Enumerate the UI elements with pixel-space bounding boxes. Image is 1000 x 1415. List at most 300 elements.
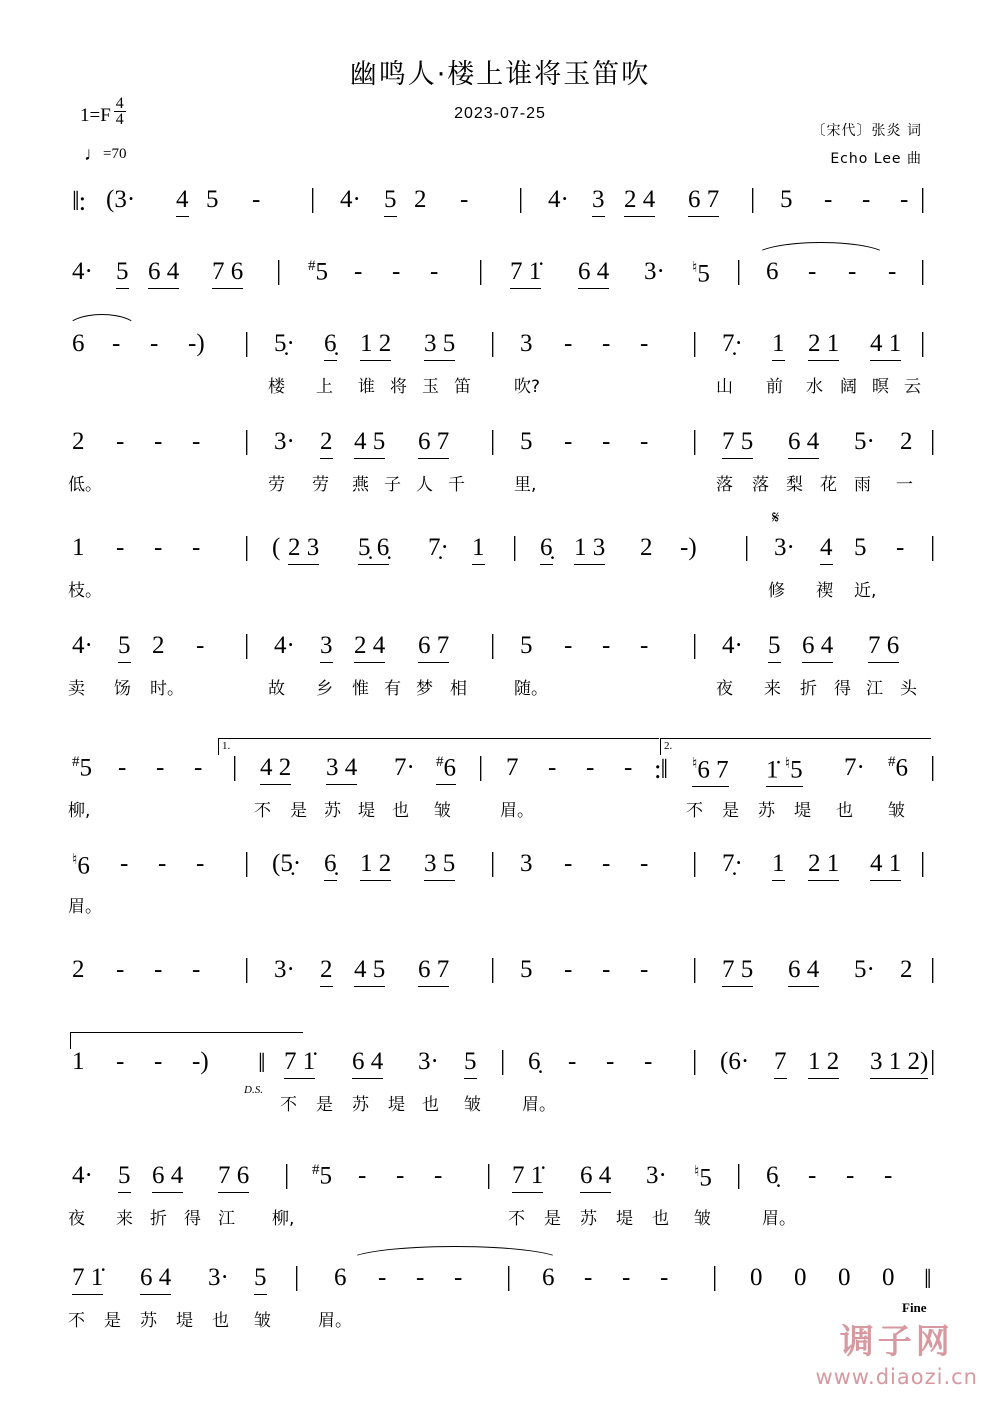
barline: | — [276, 255, 282, 285]
barline: | — [736, 1159, 742, 1189]
barline: | — [490, 953, 496, 983]
note: - — [848, 258, 857, 285]
note: - — [602, 330, 611, 357]
note: 7 6 — [868, 632, 899, 663]
note: 6 — [766, 258, 779, 285]
note: - — [158, 850, 167, 877]
barline: | — [712, 1261, 718, 1291]
lyric-syllable: 江 — [218, 1209, 235, 1229]
lyric-syllable: 上 — [316, 377, 333, 397]
lyric-syllable: 来 — [116, 1209, 133, 1229]
note: 3· — [274, 428, 295, 455]
note: 7̣· — [722, 850, 743, 877]
lyric-syllable: 也 — [836, 801, 853, 821]
note: 5 — [116, 258, 129, 289]
note: 3 4 — [326, 754, 357, 785]
note: - — [252, 186, 261, 213]
note: - — [640, 428, 649, 455]
note: - — [116, 1048, 125, 1075]
note: 7 1̇ — [510, 258, 541, 289]
note: 6̣ — [766, 1162, 779, 1189]
note: 7· — [394, 754, 415, 781]
barline: | — [750, 183, 756, 213]
note: - — [640, 330, 649, 357]
system-8-notes — [72, 846, 932, 892]
note: 1 — [772, 330, 785, 361]
second-ending-label: 2. — [664, 740, 673, 752]
note: ♮5 — [694, 1164, 712, 1192]
note: ( — [272, 534, 281, 561]
lyric-syllable: 眉。 — [762, 1209, 796, 1229]
note: - — [358, 1162, 367, 1189]
system-2-notes — [72, 254, 932, 300]
key-signature — [80, 96, 126, 127]
note: 6 4 — [152, 1162, 183, 1193]
note: 6 4 — [148, 258, 179, 289]
note: - — [884, 1162, 893, 1189]
note: 1 2 — [808, 1048, 839, 1079]
lyric-syllable: 堤 — [616, 1209, 633, 1229]
lyric-syllable: 禊 — [816, 581, 833, 601]
note: - — [564, 330, 573, 357]
note: 6 — [72, 330, 85, 357]
lyric-syllable: 枝。 — [68, 581, 102, 601]
first-ending-label: 1. — [222, 740, 231, 752]
lyric-syllable: 折 — [800, 679, 817, 699]
note: 4 — [820, 534, 833, 565]
note: 6 4 — [580, 1162, 611, 1193]
lyric-syllable: 皱 — [464, 1095, 481, 1115]
note: - — [548, 754, 557, 781]
system-10-notes — [72, 1044, 936, 1096]
note: 6 4 — [802, 632, 833, 663]
note: 4 1 — [870, 850, 901, 881]
barline: | — [244, 847, 250, 877]
system-11-lyrics — [68, 1204, 932, 1238]
note: - — [900, 186, 909, 213]
note: 7 5 — [722, 428, 753, 459]
repeat-start-icon: ‖: — [72, 186, 86, 216]
note: 6̣ — [324, 330, 337, 361]
time-signature-numerator: 4 — [115, 95, 124, 112]
note: 4 2 — [260, 754, 291, 785]
lyric-syllable: 苏 — [324, 801, 341, 821]
repeat-end-icon: :‖ — [654, 754, 668, 784]
lyric-syllable: 苏 — [140, 1311, 157, 1331]
barline: | — [692, 1045, 698, 1075]
barline: | — [692, 425, 698, 455]
barline: | — [692, 847, 698, 877]
note: 6̣ — [324, 850, 337, 881]
lyric-syllable: 折 — [150, 1209, 167, 1229]
note: 6 — [542, 1264, 555, 1291]
system-8-lyrics — [68, 892, 932, 926]
lyric-syllable: 劳 — [268, 475, 285, 495]
lyric-syllable: 苏 — [580, 1209, 597, 1229]
barline: | — [920, 327, 926, 357]
lyric-syllable: 皱 — [888, 801, 905, 821]
note: - — [196, 632, 205, 659]
lyric-syllable: 落 — [716, 475, 733, 495]
note: 2 — [414, 186, 427, 213]
barline: | — [512, 531, 518, 561]
system-11-notes — [72, 1158, 932, 1204]
lyric-syllable: 得 — [834, 679, 851, 699]
lyric-syllable: 燕 — [352, 475, 369, 495]
lyric-syllable: 皱 — [254, 1311, 271, 1331]
note: 4· — [548, 186, 569, 213]
lyric-syllable: 眉。 — [318, 1311, 352, 1331]
lyric-syllable: 是 — [722, 801, 739, 821]
system-12-notes — [72, 1260, 932, 1315]
note: 5 — [206, 186, 219, 213]
system-9-notes — [72, 952, 936, 998]
note: 6 4 — [788, 428, 819, 459]
note: 1 — [472, 534, 485, 565]
barline: | — [744, 531, 750, 561]
note: - — [192, 956, 201, 983]
lyric-syllable: 夜 — [716, 679, 733, 699]
note: 4· — [722, 632, 743, 659]
note: - — [896, 534, 905, 561]
final-barline-icon: ‖ — [924, 1264, 931, 1294]
lyric-syllable: 堤 — [358, 801, 375, 821]
barline: | — [284, 1159, 290, 1189]
note: 6̣ — [528, 1048, 541, 1075]
ds-marking: D.S. — [244, 1084, 263, 1096]
note: 5 — [118, 632, 131, 663]
note: 1 3 — [574, 534, 605, 565]
system-3-lyrics — [72, 372, 932, 406]
barline: | — [692, 953, 698, 983]
barline: | — [232, 751, 238, 781]
note: 6 7 — [688, 186, 719, 217]
note: - — [150, 330, 159, 357]
lyric-syllable: 落 — [752, 475, 769, 495]
barline: | — [478, 255, 484, 285]
lyric-syllable: 是 — [544, 1209, 561, 1229]
note: 3· — [208, 1264, 229, 1291]
note: - — [644, 1048, 653, 1075]
lyric-syllable: 梨 — [786, 475, 803, 495]
note: 7 1̇ — [512, 1162, 543, 1193]
tempo-marking — [84, 144, 126, 166]
note: 3· — [274, 956, 295, 983]
note: #5 — [308, 258, 328, 286]
note: (6· — [720, 1048, 750, 1075]
note: - — [396, 1162, 405, 1189]
note: 7· — [844, 754, 865, 781]
lyric-syllable: 谁 — [358, 377, 375, 397]
lyric-syllable: 也 — [652, 1209, 669, 1229]
lyric-syllable: 不 — [254, 801, 271, 821]
lyric-syllable: 柳, — [68, 801, 91, 821]
note: - — [602, 428, 611, 455]
lyric-syllable: 堤 — [794, 801, 811, 821]
system-6-notes — [72, 628, 932, 674]
note: 1 — [772, 850, 785, 881]
note: 1̇ ♮5 — [766, 754, 803, 787]
lyric-syllable: 故 — [268, 679, 285, 699]
note: 3 — [592, 186, 605, 217]
lyric-syllable: 楼 — [268, 377, 285, 397]
note: 7 6 — [218, 1162, 249, 1193]
note: (3· — [106, 186, 136, 213]
system-10-lyrics — [72, 1090, 932, 1124]
lyric-syllable: 卖 — [68, 679, 85, 699]
note: - — [564, 632, 573, 659]
system-5-lyrics — [68, 576, 932, 610]
lyric-syllable: 柳, — [272, 1209, 295, 1229]
lyric-syllable: 眉。 — [68, 897, 102, 917]
note: 6 4 — [140, 1264, 171, 1295]
note: - — [564, 850, 573, 877]
system-5-notes — [72, 508, 936, 576]
lyric-syllable: 一 — [896, 475, 913, 495]
note: 6 7 — [418, 956, 449, 987]
barline: | — [506, 1261, 512, 1291]
note: ♮6 — [72, 852, 90, 880]
note: - — [154, 534, 163, 561]
note: 5̣ 6̣ — [358, 534, 389, 565]
barline: | — [478, 751, 484, 781]
system-9 — [72, 952, 936, 1044]
note: 3 — [520, 330, 533, 357]
note: - — [154, 428, 163, 455]
tempo-value: =70 — [103, 146, 127, 162]
barline: | — [310, 183, 316, 213]
lyric-syllable: 堤 — [176, 1311, 193, 1331]
lyric-syllable: 近, — [854, 581, 877, 601]
lyric-syllable: 有 — [384, 679, 401, 699]
note: - — [192, 534, 201, 561]
lyric-syllable: 相 — [450, 679, 467, 699]
lyric-syllable: 饧 — [114, 679, 131, 699]
lyric-syllable: 随。 — [514, 679, 548, 699]
note: 2 — [900, 956, 913, 983]
note: - — [116, 534, 125, 561]
note: - — [392, 258, 401, 285]
note: - — [416, 1264, 425, 1291]
note: 2 — [72, 428, 85, 455]
system-8 — [68, 846, 932, 938]
note: - — [460, 186, 469, 213]
note: 5 — [854, 534, 867, 561]
barline: | — [490, 847, 496, 877]
note: 1 — [72, 534, 85, 561]
note: - — [846, 1162, 855, 1189]
lyric-syllable: 眉。 — [500, 801, 534, 821]
barline: | — [294, 1261, 300, 1291]
note: - — [378, 1264, 387, 1291]
lyric-syllable: 是 — [104, 1311, 121, 1331]
barline: | — [486, 1159, 492, 1189]
time-signature — [114, 96, 126, 127]
note: - — [194, 754, 203, 781]
lyric-syllable: 千 — [448, 475, 465, 495]
note: - — [602, 632, 611, 659]
page-title: 幽鸣人·楼上谁将玉笛吹 — [349, 59, 651, 90]
system-3 — [72, 326, 932, 418]
note: 1 2 — [360, 330, 391, 361]
lyric-syllable: 不 — [686, 801, 703, 821]
note: - — [624, 754, 633, 781]
watermark-site-url: www.diaozi.cn — [815, 1365, 978, 1389]
system-12 — [68, 1260, 932, 1352]
time-signature-denominator: 4 — [115, 111, 124, 129]
note: 2 4 — [354, 632, 385, 663]
barline: | — [490, 629, 496, 659]
lyric-syllable: 不 — [68, 1311, 85, 1331]
lyric-syllable: 水 — [806, 377, 823, 397]
lyric-syllable: 花 — [820, 475, 837, 495]
lyric-syllable: 是 — [316, 1095, 333, 1115]
note: - — [602, 850, 611, 877]
barline: | — [920, 183, 926, 213]
note: 2 3 — [288, 534, 319, 565]
note: 4· — [274, 632, 295, 659]
note: 4 5 — [354, 956, 385, 987]
note: 3· — [774, 534, 795, 561]
note: 7 1̇ — [72, 1264, 103, 1295]
note: 5· — [854, 956, 875, 983]
note: 6 — [334, 1264, 347, 1291]
note: 5 — [118, 1162, 131, 1193]
note: - — [156, 754, 165, 781]
system-4-lyrics — [68, 470, 932, 504]
note: 3· — [644, 258, 665, 285]
barline: | — [500, 1045, 506, 1075]
system-5 — [68, 508, 936, 622]
note: 6 7 — [418, 428, 449, 459]
note: 7 6 — [212, 258, 243, 289]
note: 6 4 — [788, 956, 819, 987]
barline: | — [930, 531, 936, 561]
note: 0 — [882, 1264, 895, 1291]
system-6 — [68, 628, 932, 720]
lyric-syllable: 夜 — [68, 1209, 85, 1229]
lyric-syllable: 吹? — [514, 377, 541, 397]
system-6-lyrics — [68, 674, 932, 708]
note: - — [354, 258, 363, 285]
lyric-syllable: 也 — [422, 1095, 439, 1115]
system-4 — [68, 424, 936, 516]
lyric-syllable: 玉 — [422, 377, 439, 397]
barline: | — [244, 953, 250, 983]
barline: | — [930, 1045, 936, 1075]
lyric-syllable: 乡 — [316, 679, 333, 699]
barline: | — [518, 183, 524, 213]
system-7-notes — [72, 750, 936, 796]
note: - — [622, 1264, 631, 1291]
note: - — [606, 1048, 615, 1075]
note: - — [808, 1162, 817, 1189]
fine-marking: Fine — [902, 1300, 927, 1315]
note: 2 — [640, 534, 653, 561]
lyric-syllable: 前 — [766, 377, 783, 397]
barline: | — [490, 327, 496, 357]
note: 6̣ — [540, 534, 553, 565]
note: 3· — [418, 1048, 439, 1075]
note: - — [824, 186, 833, 213]
note: 3 1 2) — [870, 1048, 928, 1079]
system-11 — [68, 1158, 932, 1250]
note: 5 — [254, 1264, 267, 1295]
note: 2 1 — [808, 850, 839, 881]
note: 7̣· — [428, 534, 449, 561]
site-watermark — [815, 1314, 978, 1389]
note: - — [118, 754, 127, 781]
note: - — [586, 754, 595, 781]
note: 4 5 — [354, 428, 385, 459]
note: 4 — [176, 186, 189, 217]
lyric-syllable: 得 — [184, 1209, 201, 1229]
barline: | — [692, 629, 698, 659]
note: 7̣· — [722, 330, 743, 357]
lyric-syllable: 梦 — [416, 679, 433, 699]
note: 4· — [72, 632, 93, 659]
note: - — [116, 428, 125, 455]
note: 5 — [384, 186, 397, 217]
note: 2 1 — [808, 330, 839, 361]
lyric-syllable: 来 — [764, 679, 781, 699]
barline: | — [930, 425, 936, 455]
note: - — [192, 428, 201, 455]
note: - — [660, 1264, 669, 1291]
note: 2 — [900, 428, 913, 455]
note: - — [196, 850, 205, 877]
watermark-site-name: 调子网 — [839, 1322, 954, 1362]
lyric-syllable: 笛 — [454, 377, 471, 397]
note: 3 5 — [424, 850, 455, 881]
quarter-note-icon: ♩ — [84, 144, 103, 165]
lyric-syllable: 时。 — [150, 679, 184, 699]
system-7-lyrics — [68, 796, 932, 830]
barline: | — [692, 327, 698, 357]
lyric-syllable: 暝 — [872, 377, 889, 397]
key-signature-text: 1=F — [80, 105, 111, 127]
note: 5 — [780, 186, 793, 213]
note: 6 4 — [352, 1048, 383, 1079]
note: - — [112, 330, 121, 357]
note: 7 1̇ — [284, 1048, 315, 1079]
lyric-syllable: 低。 — [68, 475, 102, 495]
lyric-syllable: 堤 — [388, 1095, 405, 1115]
lyric-syllable: 劳 — [312, 475, 329, 495]
note: - — [116, 956, 125, 983]
note: 0 — [794, 1264, 807, 1291]
lyric-syllable: 里, — [514, 475, 537, 495]
lyric-syllable: 头 — [900, 679, 917, 699]
note: 2 — [72, 956, 85, 983]
note: 5̣· — [274, 330, 295, 357]
barline: | — [490, 425, 496, 455]
lyric-syllable: 是 — [290, 801, 307, 821]
lyric-syllable: 江 — [866, 679, 883, 699]
lyric-syllable: 山 — [716, 377, 733, 397]
barline: | — [920, 255, 926, 285]
barline: | — [930, 953, 936, 983]
lyric-syllable: 惟 — [352, 679, 369, 699]
note: 0 — [838, 1264, 851, 1291]
lyricist-credit: 〔宋代〕张炎 词 — [811, 123, 922, 139]
note: 5· — [854, 428, 875, 455]
system-1-notes — [72, 182, 932, 228]
note: - — [602, 956, 611, 983]
note: 7 — [506, 754, 519, 781]
note: 2 — [320, 428, 333, 459]
lyric-syllable: 云 — [904, 377, 921, 397]
